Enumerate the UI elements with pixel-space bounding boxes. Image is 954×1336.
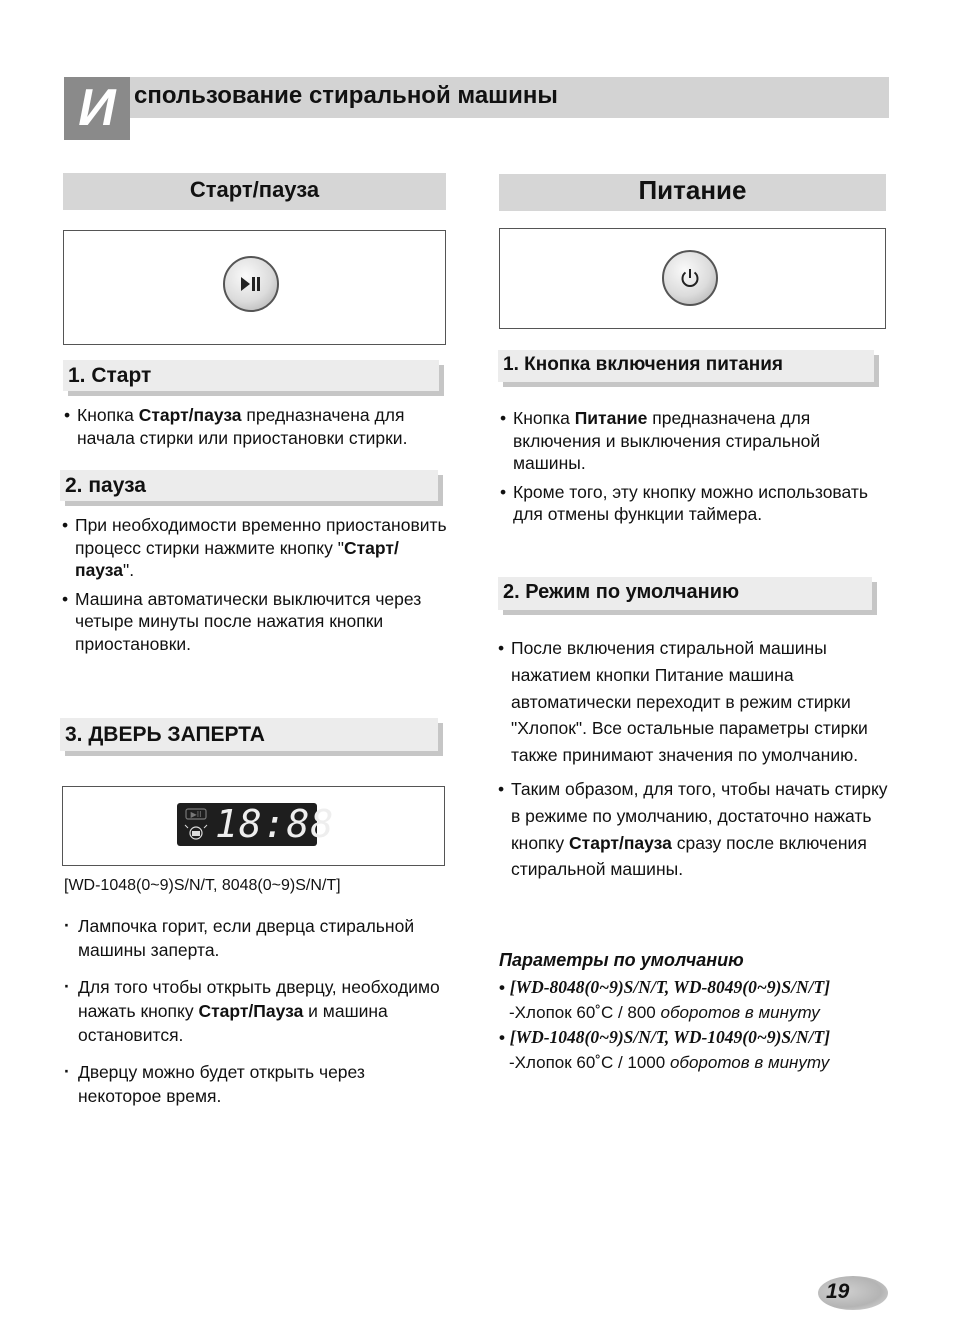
pause-text [62, 514, 452, 655]
door-lock-icon [185, 825, 207, 839]
page-number: 19 [818, 1276, 888, 1310]
list-item: • При необходимости временно приостановить процесс стирки нажмите кнопку "Старт/пауза". [62, 514, 452, 582]
page-title: спользование стиральной машины [134, 82, 558, 109]
power-text [500, 407, 880, 526]
power-banner: Питание [499, 174, 886, 211]
power-button-heading: 1. Кнопка включения питания [498, 350, 874, 382]
display-digits: 18:88 [215, 802, 335, 846]
list-item: -Хлопок 60˚C / 1000 оборотов в минуту [509, 1053, 830, 1072]
default-mode-text [498, 635, 888, 883]
list-item: -Хлопок 60˚C / 800 оборотов в минуту [509, 1003, 820, 1022]
list-item: • После включения стиральной машины нажатием кнопки Питание машина автоматически переходит в режим стирки "Хлопок". Все остальные параметры стирки также принимают значения по умолчанию. [498, 635, 888, 769]
list-item: • Таким образом, для того, чтобы начать стирку в режиме по умолчанию, достаточно нажать кнопку Старт/пауза сразу после включения стиральной машины. [498, 776, 888, 883]
list-item: • Кроме того, эту кнопку можно использовать для отмены функции таймера. [500, 481, 880, 526]
start-pause-banner: Старт/пауза [63, 173, 446, 210]
power-button[interactable] [662, 250, 718, 306]
list-item: · Лампочка горит, если дверца стиральной машины заперта. [62, 914, 452, 962]
play-pause-icon [239, 275, 263, 293]
model-caption: [WD-1048(0~9)S/N/T, 8048(0~9)S/N/T] [64, 877, 341, 894]
door-locked-heading: 3. ДВЕРЬ ЗАПЕРТА [60, 718, 438, 751]
svg-text:▶II: ▶II [190, 810, 202, 819]
defaults-title: Параметры по умолчанию [499, 950, 744, 970]
start-pause-button[interactable] [223, 256, 279, 312]
list-item: • Кнопка Старт/пауза предназначена для начала стирки или приостановки стирки. [64, 404, 449, 449]
start-heading: 1. Старт [63, 360, 439, 391]
default-mode-heading: 2. Режим по умолчанию [498, 577, 872, 610]
list-item: • Кнопка Питание предназначена для включения и выключения стиральной машины. [500, 407, 880, 475]
defaults-list [499, 975, 899, 1075]
lcd-display [177, 802, 335, 846]
list-item: • [WD-1048(0~9)S/N/T, WD-1049(0~9)S/N/T] [499, 1027, 831, 1047]
header-cap-letter: И [64, 77, 130, 140]
pause-heading: 2. пауза [60, 470, 438, 501]
list-item: • [WD-8048(0~9)S/N/T, WD-8049(0~9)S/N/T] [499, 977, 831, 997]
power-icon [678, 266, 702, 290]
list-item: · Дверцу можно будет открыть через некоторое время. [62, 1060, 452, 1108]
list-item: • Машина автоматически выключится через четыре минуты после нажатия кнопки приостановки. [62, 588, 452, 656]
list-item: · Для того чтобы открыть дверцу, необходимо нажать кнопку Старт/Пауза и машина остановится. [62, 975, 452, 1047]
door-locked-text [62, 914, 452, 1108]
start-text [64, 404, 449, 449]
